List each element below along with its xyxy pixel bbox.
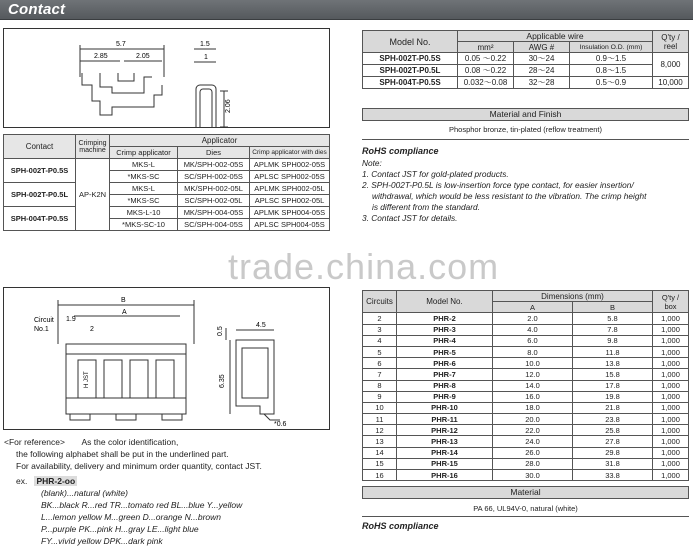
notes	[362, 158, 646, 224]
cell: 23.8	[573, 414, 653, 425]
cell: PHR-12	[397, 425, 493, 436]
cell: 19.8	[573, 391, 653, 402]
cell: 1,000	[653, 425, 689, 436]
cell: 24.0	[493, 436, 573, 447]
circuit-label: Circuit	[34, 317, 54, 324]
color-code: BK...black R...red TR...tomato red BL...blue Y...yellow	[41, 500, 243, 510]
cell: 28.0	[493, 458, 573, 469]
col-applicator: Applicator	[110, 135, 330, 147]
cell: 0.8～1.5	[570, 65, 653, 77]
cell: 13	[363, 436, 397, 447]
cell: 6	[363, 358, 397, 369]
cell: 4	[363, 335, 397, 346]
cell: 0.05 ～0.22	[458, 53, 514, 65]
cell: 0.032～0.08	[458, 77, 514, 89]
dim-5-7: 5.7	[116, 41, 126, 48]
cell: SC/SPH-002-05S	[178, 171, 250, 183]
table-row-model: SPH-004T-P0.5S	[363, 77, 458, 89]
cell: 10.0	[493, 358, 573, 369]
cell: 8.0	[493, 346, 573, 357]
table-row	[363, 414, 689, 425]
col-model: Model No.	[363, 31, 458, 53]
cell: 6.0	[493, 335, 573, 346]
cell: 3	[363, 324, 397, 335]
cell: APLMK SPH002-05S	[250, 159, 330, 171]
material-value: PA 66, UL94V-0, natural (white)	[473, 504, 578, 513]
cell: 1,000	[653, 380, 689, 391]
col-machine: Crimping machine	[76, 135, 110, 159]
cell: 22.0	[493, 425, 573, 436]
divider	[362, 139, 689, 140]
cell: MKS-L-10	[110, 207, 178, 219]
table-row	[363, 391, 689, 402]
col-mm2: mm²	[458, 42, 514, 53]
ref-text: As the color identification,	[81, 437, 179, 447]
col-awg: AWG #	[514, 42, 570, 53]
section-title: Contact	[8, 1, 66, 18]
cell: MKS-L	[110, 183, 178, 195]
cell: 7.8	[573, 324, 653, 335]
cell: PHR-11	[397, 414, 493, 425]
table-row	[363, 447, 689, 458]
dim-2: 2	[90, 326, 94, 333]
cell: 30.0	[493, 470, 573, 481]
section-header	[0, 0, 693, 20]
cell: PHR-5	[397, 346, 493, 357]
note-line: 3. Contact JST for details.	[362, 213, 458, 223]
note-line: is different from the standard.	[372, 202, 480, 212]
table-row-model: SPH-002T-P0.5L	[363, 65, 458, 77]
cell: 5	[363, 346, 397, 357]
cell: 4.0	[493, 324, 573, 335]
example-part-number: PHR-2-oo	[36, 476, 76, 486]
col-qty-box: Q'ty / box	[653, 291, 689, 313]
note-line: 1. Contact JST for gold-plated products.	[362, 169, 509, 179]
cell: PHR-3	[397, 324, 493, 335]
dim-0-6: *0.6	[274, 421, 287, 428]
cell: PHR-6	[397, 358, 493, 369]
cell: 1,000	[653, 458, 689, 469]
table-row	[363, 335, 689, 346]
cell: 27.8	[573, 436, 653, 447]
material-heading: Material	[362, 486, 689, 499]
table-row-model: SPH-002T-P0.5S	[363, 53, 458, 65]
color-code: L...lemon yellow M...green D...orange N...brown	[41, 512, 221, 522]
cell: PHR-15	[397, 458, 493, 469]
cell: 5.8	[573, 313, 653, 324]
cell: 30～24	[514, 53, 570, 65]
contact-drawing	[3, 28, 330, 128]
cell: 15	[363, 458, 397, 469]
cell: APLSC SPH002-05L	[250, 195, 330, 207]
cell: PHR-9	[397, 391, 493, 402]
cell: 2	[363, 313, 397, 324]
cell: 33.8	[573, 470, 653, 481]
cell: PHR-10	[397, 402, 493, 413]
jst-marking: H JST	[84, 371, 90, 388]
material-heading: Material and Finish	[362, 108, 689, 121]
col-dies: Dies	[178, 147, 250, 159]
col-with-dies: Crimp applicator with dies	[250, 147, 330, 159]
dim-b: B	[121, 297, 126, 304]
dim-1-9: 1.9	[66, 316, 76, 323]
table-row	[363, 346, 689, 357]
cell: 16	[363, 470, 397, 481]
table-row	[363, 324, 689, 335]
ref-text: the following alphabet shall be put in the underlined part.	[16, 449, 229, 459]
cell: 28～24	[514, 65, 570, 77]
cell: 20.0	[493, 414, 573, 425]
cell: 1,000	[653, 436, 689, 447]
note-line: 2. SPH-002T-P0.5L is low-insertion force type contact, for easier insertion/	[362, 180, 634, 190]
cell: 1,000	[653, 346, 689, 357]
cell: PHR-8	[397, 380, 493, 391]
cell: 26.0	[493, 447, 573, 458]
col-a: A	[493, 302, 573, 313]
housing-diagram	[4, 288, 329, 429]
machine-cell: AP-K2N	[76, 159, 110, 231]
note-line: withdrawal, which would be less resistant to the vibration. The crimp height	[372, 191, 647, 201]
dim-2-05: 2.05	[136, 53, 150, 60]
dim-2-06: 2.06	[225, 99, 232, 113]
cell: 15.8	[573, 369, 653, 380]
cell: 1,000	[653, 369, 689, 380]
rohs-heading: RoHS compliance	[362, 146, 439, 156]
col-applicable-wire: Applicable wire	[458, 31, 653, 42]
table-row-contact: SPH-002T-P0.5L	[4, 183, 76, 207]
cell: PHR-16	[397, 470, 493, 481]
cell: 1,000	[653, 470, 689, 481]
cell: MK/SPH-002-05L	[178, 183, 250, 195]
table-row	[363, 402, 689, 413]
cell: PHR-4	[397, 335, 493, 346]
table-row	[363, 369, 689, 380]
table-row	[363, 425, 689, 436]
cell: 0.9～1.5	[570, 53, 653, 65]
color-code: P...purple PK...pink H...gray LE...light blue	[41, 524, 199, 534]
cell: SC/SPH-004-05S	[178, 219, 250, 231]
table-row	[363, 436, 689, 447]
cell: 25.8	[573, 425, 653, 436]
cell: 8	[363, 380, 397, 391]
table-row-contact: SPH-004T-P0.5S	[4, 207, 76, 231]
cell: 12.0	[493, 369, 573, 380]
cell: *MKS-SC	[110, 195, 178, 207]
applicator-table	[3, 134, 330, 231]
table-row	[363, 358, 689, 369]
cell: APLSC SPH004-05S	[250, 219, 330, 231]
table-row	[363, 380, 689, 391]
cell: 0.5～0.9	[570, 77, 653, 89]
dimensions-table	[362, 290, 689, 481]
cell: 11.8	[573, 346, 653, 357]
contact-diagram	[4, 29, 329, 127]
ref-label: <For reference>	[4, 437, 65, 447]
cell: 13.8	[573, 358, 653, 369]
wire-table	[362, 30, 689, 89]
cell: 14.0	[493, 380, 573, 391]
cell: PHR-2	[397, 313, 493, 324]
cell: 9	[363, 391, 397, 402]
cell: MK/SPH-002-05S	[178, 159, 250, 171]
note-line: Note:	[362, 158, 382, 168]
divider	[362, 516, 689, 517]
rohs-heading: RoHS compliance	[362, 521, 439, 531]
dim-a: A	[122, 309, 127, 316]
cell: 9.8	[573, 335, 653, 346]
material-value: Phosphor bronze, tin-plated (reflow treatment)	[449, 125, 602, 134]
table-row	[363, 458, 689, 469]
dim-0-5: 0.5	[217, 326, 224, 336]
cell: APLSC SPH002-05S	[250, 171, 330, 183]
cell: 1,000	[653, 402, 689, 413]
color-reference	[4, 436, 262, 547]
cell: APLMK SPH004-05S	[250, 207, 330, 219]
col-qty-reel: Q'ty / reel	[653, 31, 689, 53]
cell: 14	[363, 447, 397, 458]
cell: 29.8	[573, 447, 653, 458]
cell: 8,000	[653, 53, 689, 77]
cell: 21.8	[573, 402, 653, 413]
table-row	[363, 313, 689, 324]
cell: *MKS-SC-10	[110, 219, 178, 231]
cell: PHR-14	[397, 447, 493, 458]
ref-text: For availability, delivery and minimum order quantity, contact JST.	[16, 461, 262, 471]
cell: 1,000	[653, 414, 689, 425]
ex-label: ex.	[16, 476, 28, 486]
watermark: trade.china.com	[228, 246, 500, 287]
cell: 7	[363, 369, 397, 380]
cell: 18.0	[493, 402, 573, 413]
table-row	[363, 470, 689, 481]
cell: 2.0	[493, 313, 573, 324]
col-dimensions: Dimensions (mm)	[493, 291, 653, 302]
cell: 1,000	[653, 324, 689, 335]
color-code: (blank)...natural (white)	[41, 488, 128, 498]
cell: 12	[363, 425, 397, 436]
cell: 0.08 ～0.22	[458, 65, 514, 77]
col-b: B	[573, 302, 653, 313]
cell: MKS-L	[110, 159, 178, 171]
col-model: Model No.	[397, 291, 493, 313]
dim-4-5: 4.5	[256, 322, 266, 329]
col-circuits: Circuits	[363, 291, 397, 313]
circuit-no-label: No.1	[34, 326, 49, 333]
dim-6-35: 6.35	[219, 374, 226, 388]
dim-2-85: 2.85	[94, 53, 108, 60]
cell: APLMK SPH002-05L	[250, 183, 330, 195]
cell: 10,000	[653, 77, 689, 89]
cell: *MKS-SC	[110, 171, 178, 183]
cell: MK/SPH-004-05S	[178, 207, 250, 219]
cell: 31.8	[573, 458, 653, 469]
dimensions-body	[363, 313, 689, 481]
cell: 17.8	[573, 380, 653, 391]
cell: 1,000	[653, 391, 689, 402]
dim-1-5: 1.5	[200, 41, 210, 48]
cell: 1,000	[653, 313, 689, 324]
cell: PHR-7	[397, 369, 493, 380]
cell: PHR-13	[397, 436, 493, 447]
cell: 1,000	[653, 335, 689, 346]
cell: 10	[363, 402, 397, 413]
cell: 11	[363, 414, 397, 425]
cell: 16.0	[493, 391, 573, 402]
cell: 1,000	[653, 358, 689, 369]
cell: 32～28	[514, 77, 570, 89]
cell: SC/SPH-002-05L	[178, 195, 250, 207]
cell: 1,000	[653, 447, 689, 458]
housing-drawing	[3, 287, 330, 430]
col-crimp: Crimp applicator	[110, 147, 178, 159]
color-code: FY...vivid yellow DPK...dark pink	[41, 536, 163, 546]
dim-1: 1	[204, 54, 208, 61]
table-row-contact: SPH-002T-P0.5S	[4, 159, 76, 183]
col-od: Insulation O.D. (mm)	[570, 42, 653, 53]
col-contact: Contact	[4, 135, 76, 159]
